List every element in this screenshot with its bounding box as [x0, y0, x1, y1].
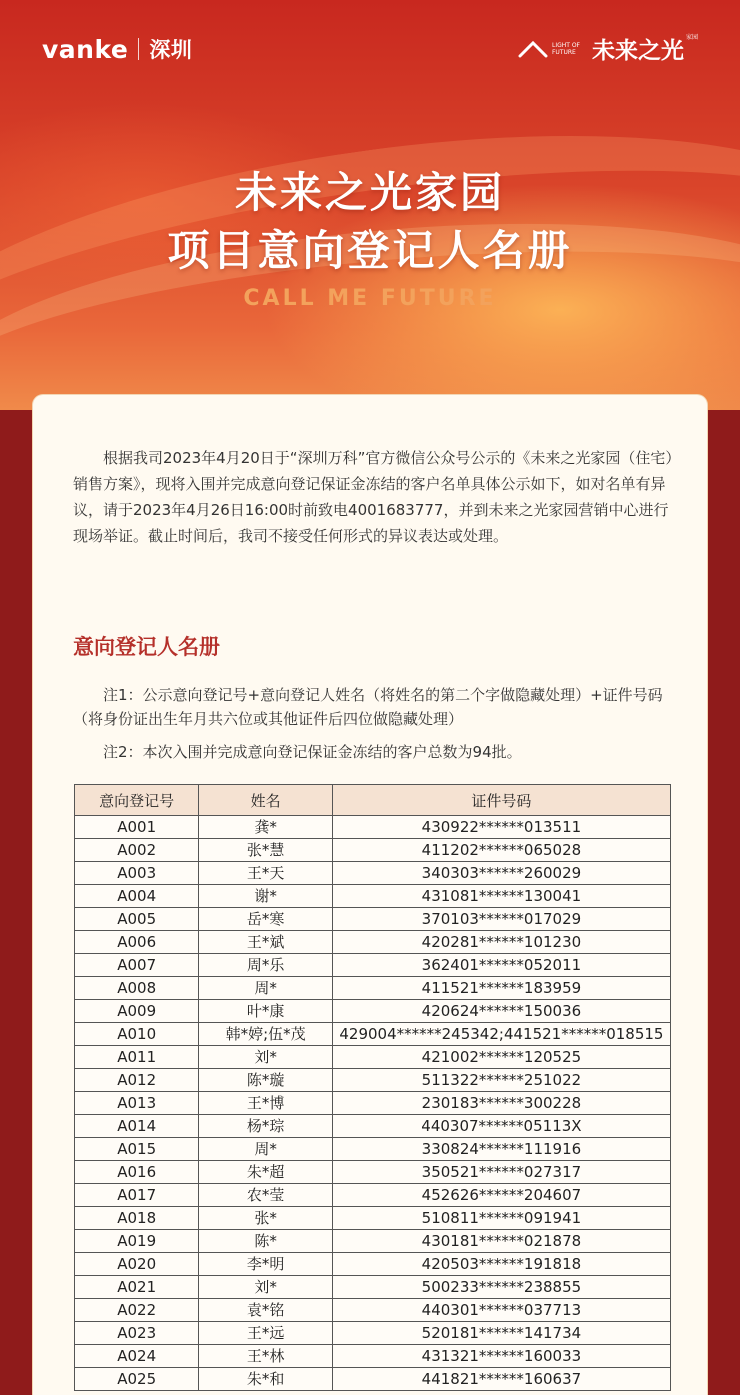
- cell-id-no: 350521******027317: [332, 1161, 670, 1184]
- table-row: [75, 977, 671, 1000]
- table-row: [75, 1069, 671, 1092]
- registrant-table: [74, 784, 671, 1391]
- project-tagline: LIGHT OF FUTURE: [551, 41, 581, 56]
- table-row: [75, 839, 671, 862]
- cell-id-no: 420503******191818: [332, 1253, 670, 1276]
- hero-title-line2: 项目意向登记人名册: [167, 226, 573, 275]
- cell-name: 朱*和: [199, 1368, 333, 1391]
- cell-id-no: 430181******021878: [332, 1230, 670, 1253]
- note-2: 注2：本次入围并完成意向登记保证金冻结的客户总数为94批。: [103, 743, 522, 761]
- cell-name: 王*天: [199, 862, 333, 885]
- cell-name: 刘*: [199, 1046, 333, 1069]
- header-name: 姓名: [199, 785, 333, 816]
- cell-name: 韩*婷;伍*茂: [199, 1023, 333, 1046]
- cell-reg-no: A023: [75, 1322, 199, 1345]
- cell-reg-no: A019: [75, 1230, 199, 1253]
- cell-reg-no: A002: [75, 839, 199, 862]
- cell-id-no: 441821******160637: [332, 1368, 670, 1391]
- cell-reg-no: A011: [75, 1046, 199, 1069]
- table-row: [75, 1276, 671, 1299]
- cell-name: 龚*: [199, 816, 333, 839]
- vanke-logo: [42, 34, 192, 64]
- table-row: [75, 1138, 671, 1161]
- table-row: [75, 1230, 671, 1253]
- cell-reg-no: A001: [75, 816, 199, 839]
- cell-name: 杨*琮: [199, 1115, 333, 1138]
- cell-id-no: 452626******204607: [332, 1184, 670, 1207]
- cell-id-no: 330824******111916: [332, 1138, 670, 1161]
- table-row: [75, 1000, 671, 1023]
- table-header-row: [75, 785, 671, 816]
- cell-name: 朱*超: [199, 1161, 333, 1184]
- cell-name: 周*: [199, 977, 333, 1000]
- note-1: 注1：公示意向登记号+意向登记人姓名（将姓名的第二个字做隐藏处理）+证件号码（将身份证出生年月共六位或其他证件后四位做隐藏处理）: [73, 686, 663, 728]
- table-row: [75, 931, 671, 954]
- cell-reg-no: A021: [75, 1276, 199, 1299]
- cell-id-no: 370103******017029: [332, 908, 670, 931]
- cell-name: 岳*寒: [199, 908, 333, 931]
- cell-reg-no: A016: [75, 1161, 199, 1184]
- cell-name: 陈*璇: [199, 1069, 333, 1092]
- table-row: [75, 908, 671, 931]
- content-card: [33, 395, 707, 1395]
- cell-id-no: 440307******05113X: [332, 1115, 670, 1138]
- section-title: 意向登记人名册: [73, 635, 220, 659]
- cell-id-no: 411521******183959: [332, 977, 670, 1000]
- table-row: [75, 1299, 671, 1322]
- cell-id-no: 430922******013511: [332, 816, 670, 839]
- cell-id-no: 340303******260029: [332, 862, 670, 885]
- cell-id-no: 510811******091941: [332, 1207, 670, 1230]
- cell-reg-no: A015: [75, 1138, 199, 1161]
- cell-name: 王*林: [199, 1345, 333, 1368]
- hero-banner: [0, 0, 740, 410]
- cell-name: 叶*康: [199, 1000, 333, 1023]
- cell-id-no: 520181******141734: [332, 1322, 670, 1345]
- table-row: [75, 1023, 671, 1046]
- cell-name: 张*慧: [199, 839, 333, 862]
- cell-name: 王*斌: [199, 931, 333, 954]
- cell-id-no: 431321******160033: [332, 1345, 670, 1368]
- cell-name: 王*博: [199, 1092, 333, 1115]
- cell-name: 王*远: [199, 1322, 333, 1345]
- cell-reg-no: A022: [75, 1299, 199, 1322]
- cell-name: 谢*: [199, 885, 333, 908]
- cell-name: 农*莹: [199, 1184, 333, 1207]
- table-row: [75, 1345, 671, 1368]
- cell-reg-no: A013: [75, 1092, 199, 1115]
- cell-id-no: 440301******037713: [332, 1299, 670, 1322]
- header-id-no: 证件号码: [332, 785, 670, 816]
- cell-id-no: 420281******101230: [332, 931, 670, 954]
- cell-reg-no: A006: [75, 931, 199, 954]
- cell-reg-no: A024: [75, 1345, 199, 1368]
- table-row: [75, 954, 671, 977]
- cell-id-no: 420624******150036: [332, 1000, 670, 1023]
- cell-id-no: 429004******245342;441521******018515: [332, 1023, 670, 1046]
- hero-subtitle: CALL ME FUTURE: [243, 286, 497, 311]
- table-row: [75, 1046, 671, 1069]
- cell-id-no: 421002******120525: [332, 1046, 670, 1069]
- table-row: [75, 1161, 671, 1184]
- cell-reg-no: A005: [75, 908, 199, 931]
- cell-id-no: 411202******065028: [332, 839, 670, 862]
- cell-reg-no: A007: [75, 954, 199, 977]
- cell-id-no: 230183******300228: [332, 1092, 670, 1115]
- table-row: [75, 1368, 671, 1391]
- cell-reg-no: A025: [75, 1368, 199, 1391]
- cell-reg-no: A003: [75, 862, 199, 885]
- cell-name: 周*: [199, 1138, 333, 1161]
- cell-name: 刘*: [199, 1276, 333, 1299]
- roof-icon: [518, 40, 548, 58]
- table-row: [75, 1092, 671, 1115]
- table-row: [75, 816, 671, 839]
- cell-reg-no: A014: [75, 1115, 199, 1138]
- table-row: [75, 1322, 671, 1345]
- header-reg-no: 意向登记号: [75, 785, 199, 816]
- table-row: [75, 862, 671, 885]
- cell-reg-no: A017: [75, 1184, 199, 1207]
- cell-name: 张*: [199, 1207, 333, 1230]
- brand-name: vanke: [42, 34, 129, 64]
- cell-id-no: 511322******251022: [332, 1069, 670, 1092]
- cell-id-no: 500233******238855: [332, 1276, 670, 1299]
- city-name: 深圳: [149, 38, 193, 62]
- cell-name: 袁*铭: [199, 1299, 333, 1322]
- cell-name: 李*明: [199, 1253, 333, 1276]
- project-brand: 未来之光: [591, 38, 684, 64]
- cell-id-no: 431081******130041: [332, 885, 670, 908]
- table-row: [75, 1184, 671, 1207]
- cell-id-no: 362401******052011: [332, 954, 670, 977]
- cell-reg-no: A004: [75, 885, 199, 908]
- hero-title-line1: 未来之光家园: [234, 168, 505, 217]
- project-logo: [518, 32, 698, 65]
- cell-reg-no: A010: [75, 1023, 199, 1046]
- table-row: [75, 1207, 671, 1230]
- project-brand-suffix: 家园: [685, 34, 698, 41]
- intro-paragraph: 根据我司2023年4月20日于“深圳万科”官方微信公众号公示的《未来之光家园（住宅）销售方案》，现将入围并完成意向登记保证金冻结的客户名单具体公示如下，如对名单有异议，请于2023年4月26日16:00时前致电4001683777，并到未来之光家园营销中心进行现场举证。截止时间后，我司不接受任何形式的异议表达或处理。: [73, 449, 673, 545]
- table-row: [75, 885, 671, 908]
- cell-reg-no: A012: [75, 1069, 199, 1092]
- table-body: [75, 816, 671, 1391]
- cell-reg-no: A020: [75, 1253, 199, 1276]
- cell-reg-no: A009: [75, 1000, 199, 1023]
- cell-reg-no: A018: [75, 1207, 199, 1230]
- cell-reg-no: A008: [75, 977, 199, 1000]
- table-row: [75, 1115, 671, 1138]
- cell-name: 陈*: [199, 1230, 333, 1253]
- logo-divider: [138, 38, 139, 60]
- cell-name: 周*乐: [199, 954, 333, 977]
- table-row: [75, 1253, 671, 1276]
